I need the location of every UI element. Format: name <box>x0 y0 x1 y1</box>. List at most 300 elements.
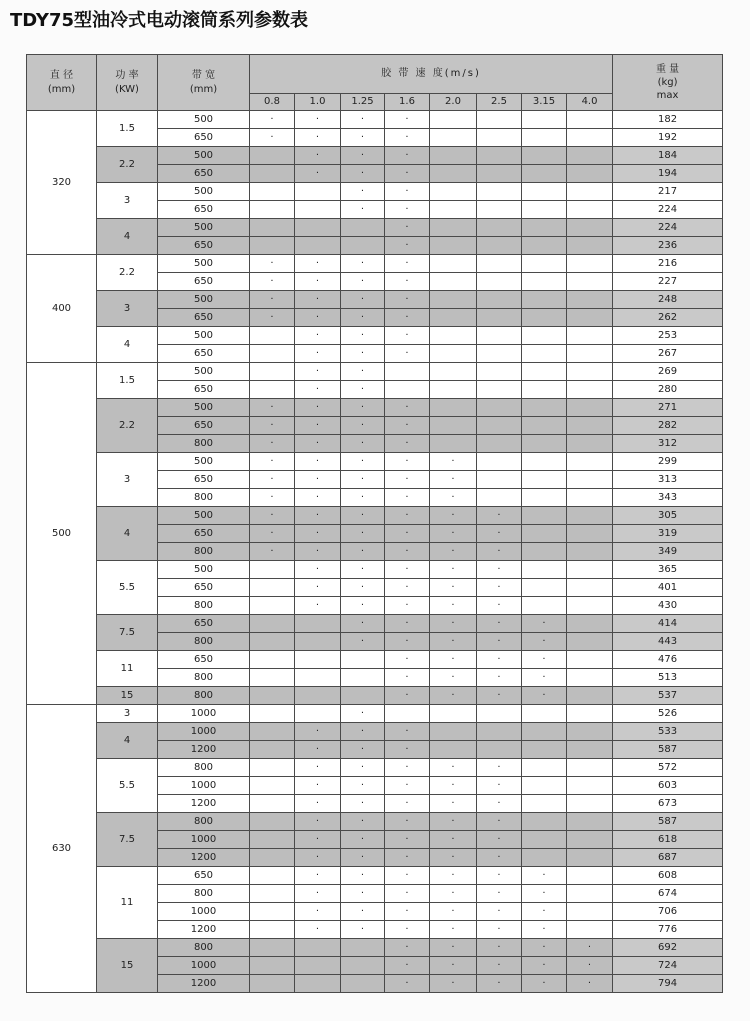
weight-cell: 192 <box>613 129 723 147</box>
speed-cell <box>250 795 295 813</box>
speed-cell <box>567 345 613 363</box>
speed-cell: · <box>522 867 567 885</box>
width-cell: 1000 <box>158 831 250 849</box>
speed-cell <box>567 615 613 633</box>
table-row <box>27 327 723 345</box>
speed-cell: · <box>385 885 430 903</box>
speed-cell <box>430 129 477 147</box>
width-cell: 1000 <box>158 723 250 741</box>
speed-cell: · <box>341 885 385 903</box>
width-cell: 650 <box>158 201 250 219</box>
width-cell: 800 <box>158 543 250 561</box>
weight-cell: 674 <box>613 885 723 903</box>
weight-cell: 414 <box>613 615 723 633</box>
speed-cell: · <box>295 381 341 399</box>
weight-cell: 608 <box>613 867 723 885</box>
power-cell: 4 <box>97 219 158 255</box>
speed-cell <box>567 795 613 813</box>
speed-cell <box>250 633 295 651</box>
speed-cell <box>430 381 477 399</box>
speed-cell <box>250 201 295 219</box>
speed-cell <box>295 939 341 957</box>
speed-cell: · <box>341 327 385 345</box>
speed-cell <box>430 201 477 219</box>
width-cell: 1200 <box>158 849 250 867</box>
speed-cell <box>385 381 430 399</box>
speed-cell <box>477 237 522 255</box>
speed-cell <box>430 219 477 237</box>
speed-cell: · <box>295 363 341 381</box>
speed-cell <box>567 417 613 435</box>
speed-cell: · <box>522 633 567 651</box>
speed-cell: · <box>341 615 385 633</box>
speed-cell <box>430 309 477 327</box>
speed-cell <box>522 309 567 327</box>
width-cell: 800 <box>158 597 250 615</box>
speed-cell <box>522 111 567 129</box>
speed-cell <box>477 219 522 237</box>
speed-cell: · <box>341 201 385 219</box>
table-row <box>27 651 723 669</box>
speed-cell <box>522 417 567 435</box>
speed-cell <box>250 597 295 615</box>
speed-cell: · <box>477 651 522 669</box>
speed-cell <box>477 309 522 327</box>
speed-cell: · <box>385 525 430 543</box>
speed-cell <box>430 183 477 201</box>
speed-cell <box>567 309 613 327</box>
speed-cell <box>522 777 567 795</box>
speed-cell: · <box>430 957 477 975</box>
speed-cell: · <box>477 615 522 633</box>
speed-cell <box>250 327 295 345</box>
speed-cell: · <box>341 903 385 921</box>
weight-cell: 282 <box>613 417 723 435</box>
speed-cell: · <box>385 417 430 435</box>
width-cell: 650 <box>158 579 250 597</box>
power-cell: 5.5 <box>97 561 158 615</box>
speed-cell <box>522 813 567 831</box>
speed-cell <box>477 453 522 471</box>
table-row <box>27 813 723 831</box>
weight-cell: 194 <box>613 165 723 183</box>
power-cell: 15 <box>97 939 158 993</box>
speed-cell <box>522 741 567 759</box>
speed-cell: · <box>430 597 477 615</box>
speed-cell: · <box>250 525 295 543</box>
header-width-label: 带 宽 <box>191 69 216 81</box>
speed-cell <box>567 777 613 795</box>
width-cell: 1200 <box>158 741 250 759</box>
width-cell: 650 <box>158 309 250 327</box>
speed-cell <box>567 489 613 507</box>
speed-cell: · <box>295 813 341 831</box>
speed-cell: · <box>385 345 430 363</box>
speed-cell: · <box>385 561 430 579</box>
speed-cell: · <box>341 417 385 435</box>
speed-cell <box>567 129 613 147</box>
speed-cell <box>522 129 567 147</box>
speed-cell: · <box>430 777 477 795</box>
speed-cell <box>522 399 567 417</box>
speed-cell: · <box>295 309 341 327</box>
speed-cell: · <box>250 417 295 435</box>
speed-cell <box>567 813 613 831</box>
speed-cell: · <box>250 273 295 291</box>
speed-cell <box>295 201 341 219</box>
power-cell: 4 <box>97 327 158 363</box>
weight-cell: 533 <box>613 723 723 741</box>
speed-cell <box>430 417 477 435</box>
width-cell: 650 <box>158 381 250 399</box>
speed-cell <box>567 525 613 543</box>
speed-cell <box>522 453 567 471</box>
speed-cell: · <box>430 921 477 939</box>
speed-cell: · <box>250 489 295 507</box>
speed-cell: · <box>477 633 522 651</box>
speed-cell: · <box>477 507 522 525</box>
speed-cell: · <box>295 597 341 615</box>
width-cell: 650 <box>158 651 250 669</box>
speed-cell <box>250 579 295 597</box>
speed-cell: · <box>295 399 341 417</box>
header-diameter <box>27 55 97 111</box>
speed-cell: · <box>295 345 341 363</box>
width-cell: 800 <box>158 489 250 507</box>
speed-cell: · <box>385 183 430 201</box>
speed-cell <box>430 723 477 741</box>
speed-cell: · <box>295 741 341 759</box>
speed-cell <box>430 741 477 759</box>
header-power-unit: (KW) <box>115 83 139 95</box>
speed-cell <box>567 921 613 939</box>
speed-cell: · <box>567 957 613 975</box>
weight-cell: 587 <box>613 741 723 759</box>
speed-cell <box>295 183 341 201</box>
speed-cell <box>250 651 295 669</box>
speed-cell: · <box>295 507 341 525</box>
speed-cell: · <box>477 579 522 597</box>
weight-cell: 343 <box>613 489 723 507</box>
weight-cell: 305 <box>613 507 723 525</box>
speed-cell: · <box>477 975 522 993</box>
speed-cell: · <box>385 813 430 831</box>
speed-cell: · <box>385 165 430 183</box>
speed-cell: · <box>250 291 295 309</box>
weight-cell: 476 <box>613 651 723 669</box>
speed-cell: · <box>341 309 385 327</box>
speed-cell <box>567 165 613 183</box>
page-title: TDY75型油冷式电动滚筒系列参数表 <box>10 10 308 31</box>
speed-cell: · <box>295 849 341 867</box>
header-power-label: 功 率 <box>115 69 139 81</box>
speed-cell <box>250 975 295 993</box>
table-row <box>27 561 723 579</box>
speed-cell <box>567 273 613 291</box>
speed-cell <box>522 759 567 777</box>
power-cell: 7.5 <box>97 615 158 651</box>
speed-cell <box>250 147 295 165</box>
speed-cell: · <box>385 489 430 507</box>
speed-cell <box>522 165 567 183</box>
speed-cell <box>477 705 522 723</box>
speed-cell: · <box>341 849 385 867</box>
speed-cell <box>567 255 613 273</box>
speed-cell <box>522 237 567 255</box>
speed-cell <box>430 291 477 309</box>
speed-cell: · <box>295 471 341 489</box>
speed-cell <box>295 975 341 993</box>
width-cell: 500 <box>158 111 250 129</box>
speed-cell: · <box>477 543 522 561</box>
speed-cell: · <box>385 687 430 705</box>
speed-cell <box>250 723 295 741</box>
width-cell: 650 <box>158 417 250 435</box>
speed-cell <box>250 705 295 723</box>
speed-cell <box>522 435 567 453</box>
speed-cell: · <box>385 129 430 147</box>
weight-cell: 319 <box>613 525 723 543</box>
table-row <box>27 111 723 129</box>
speed-cell <box>430 255 477 273</box>
speed-cell <box>250 939 295 957</box>
speed-cell <box>430 111 477 129</box>
speed-cell: · <box>430 651 477 669</box>
speed-cell: · <box>385 255 430 273</box>
speed-cell <box>522 507 567 525</box>
diameter-cell: 500 <box>27 363 97 705</box>
speed-cell <box>477 111 522 129</box>
speed-cell: · <box>250 255 295 273</box>
speed-cell <box>341 219 385 237</box>
weight-cell: 224 <box>613 219 723 237</box>
power-cell: 2.2 <box>97 147 158 183</box>
speed-cell <box>477 417 522 435</box>
speed-cell: · <box>385 471 430 489</box>
speed-cell: · <box>341 183 385 201</box>
speed-cell <box>567 183 613 201</box>
speed-cell <box>430 165 477 183</box>
speed-cell: · <box>385 849 430 867</box>
header-weight-max: max <box>656 90 679 101</box>
speed-cell: · <box>341 525 385 543</box>
header-diameter-unit: (mm) <box>47 83 76 95</box>
speed-cell: · <box>385 903 430 921</box>
speed-cell <box>522 705 567 723</box>
speed-cell: · <box>250 129 295 147</box>
speed-cell: · <box>477 687 522 705</box>
speed-cell: · <box>385 399 430 417</box>
speed-cell <box>567 435 613 453</box>
speed-cell: · <box>430 543 477 561</box>
weight-cell: 216 <box>613 255 723 273</box>
speed-cell <box>567 381 613 399</box>
speed-cell: · <box>522 687 567 705</box>
speed-cell <box>477 129 522 147</box>
speed-cell: · <box>430 579 477 597</box>
speed-cell: · <box>430 885 477 903</box>
speed-cell: · <box>477 669 522 687</box>
speed-cell <box>567 831 613 849</box>
speed-cell <box>522 273 567 291</box>
width-cell: 1200 <box>158 795 250 813</box>
speed-cell <box>385 363 430 381</box>
speed-cell: · <box>295 165 341 183</box>
speed-cell <box>567 651 613 669</box>
speed-cell <box>477 381 522 399</box>
speed-cell <box>250 813 295 831</box>
speed-cell: · <box>477 831 522 849</box>
speed-cell: · <box>522 975 567 993</box>
width-cell: 500 <box>158 255 250 273</box>
width-cell: 650 <box>158 273 250 291</box>
speed-cell: · <box>385 741 430 759</box>
speed-cell <box>250 849 295 867</box>
speed-cell <box>295 615 341 633</box>
speed-cell <box>522 147 567 165</box>
speed-cell <box>250 381 295 399</box>
speed-cell: · <box>295 453 341 471</box>
speed-cell: · <box>430 795 477 813</box>
speed-cell <box>522 345 567 363</box>
weight-cell: 224 <box>613 201 723 219</box>
speed-cell: · <box>341 381 385 399</box>
speed-cell: · <box>385 147 430 165</box>
speed-cell <box>250 669 295 687</box>
width-cell: 800 <box>158 759 250 777</box>
weight-cell: 227 <box>613 273 723 291</box>
speed-cell: · <box>295 255 341 273</box>
speed-cell: · <box>341 831 385 849</box>
table-row <box>27 399 723 417</box>
speed-cell: · <box>295 525 341 543</box>
width-cell: 500 <box>158 453 250 471</box>
speed-cell: · <box>385 867 430 885</box>
speed-cell: · <box>295 273 341 291</box>
speed-cell: · <box>385 957 430 975</box>
speed-cell <box>567 561 613 579</box>
speed-cell <box>522 525 567 543</box>
power-cell: 3 <box>97 291 158 327</box>
speed-cell <box>567 237 613 255</box>
speed-cell: · <box>341 741 385 759</box>
speed-cell: · <box>341 723 385 741</box>
speed-cell: · <box>477 561 522 579</box>
power-cell: 2.2 <box>97 399 158 453</box>
speed-cell <box>522 381 567 399</box>
speed-cell: · <box>295 561 341 579</box>
speed-cell: · <box>295 435 341 453</box>
speed-cell <box>295 705 341 723</box>
speed-col-header: 1.25 <box>341 94 385 111</box>
speed-cell <box>522 363 567 381</box>
speed-col-header: 1.0 <box>295 94 341 111</box>
speed-cell: · <box>341 543 385 561</box>
speed-cell: · <box>385 291 430 309</box>
power-cell: 4 <box>97 723 158 759</box>
speed-cell <box>567 885 613 903</box>
speed-cell: · <box>250 543 295 561</box>
table-row <box>27 147 723 165</box>
speed-cell: · <box>385 921 430 939</box>
speed-cell <box>477 723 522 741</box>
speed-cell: · <box>295 759 341 777</box>
weight-cell: 262 <box>613 309 723 327</box>
speed-cell <box>477 255 522 273</box>
weight-cell: 349 <box>613 543 723 561</box>
speed-cell <box>567 723 613 741</box>
speed-cell <box>341 975 385 993</box>
speed-cell <box>250 741 295 759</box>
width-cell: 500 <box>158 507 250 525</box>
table-row <box>27 453 723 471</box>
speed-cell <box>567 597 613 615</box>
speed-cell: · <box>385 615 430 633</box>
power-cell: 11 <box>97 651 158 687</box>
header-weight <box>613 55 723 111</box>
table-row <box>27 759 723 777</box>
weight-cell: 401 <box>613 579 723 597</box>
width-cell: 650 <box>158 345 250 363</box>
speed-cell: · <box>341 111 385 129</box>
width-cell: 800 <box>158 885 250 903</box>
speed-col-header: 4.0 <box>567 94 613 111</box>
power-cell: 1.5 <box>97 363 158 399</box>
speed-cell <box>250 777 295 795</box>
speed-cell <box>567 903 613 921</box>
speed-cell: · <box>477 957 522 975</box>
speed-cell <box>567 201 613 219</box>
width-cell: 1200 <box>158 921 250 939</box>
speed-cell <box>430 237 477 255</box>
speed-cell: · <box>477 795 522 813</box>
speed-cell: · <box>250 111 295 129</box>
speed-cell: · <box>295 921 341 939</box>
speed-cell: · <box>385 111 430 129</box>
speed-cell <box>567 291 613 309</box>
speed-cell: · <box>385 237 430 255</box>
speed-cell: · <box>385 579 430 597</box>
speed-cell <box>567 363 613 381</box>
speed-cell <box>341 957 385 975</box>
speed-cell: · <box>385 507 430 525</box>
weight-cell: 537 <box>613 687 723 705</box>
speed-cell: · <box>522 921 567 939</box>
speed-cell <box>522 579 567 597</box>
speed-col-header: 1.6 <box>385 94 430 111</box>
speed-cell <box>250 183 295 201</box>
diameter-cell: 630 <box>27 705 97 993</box>
width-cell: 1000 <box>158 903 250 921</box>
power-cell: 5.5 <box>97 759 158 813</box>
width-cell: 650 <box>158 471 250 489</box>
width-cell: 800 <box>158 813 250 831</box>
weight-cell: 430 <box>613 597 723 615</box>
table-body <box>27 111 723 993</box>
weight-cell: 706 <box>613 903 723 921</box>
table-row <box>27 687 723 705</box>
speed-cell <box>430 363 477 381</box>
table-row <box>27 615 723 633</box>
speed-cell <box>250 831 295 849</box>
header-power <box>97 55 158 111</box>
speed-cell: · <box>430 939 477 957</box>
speed-col-header: 0.8 <box>250 94 295 111</box>
speed-cell <box>567 507 613 525</box>
power-cell: 7.5 <box>97 813 158 867</box>
speed-cell <box>295 219 341 237</box>
speed-cell: · <box>477 759 522 777</box>
